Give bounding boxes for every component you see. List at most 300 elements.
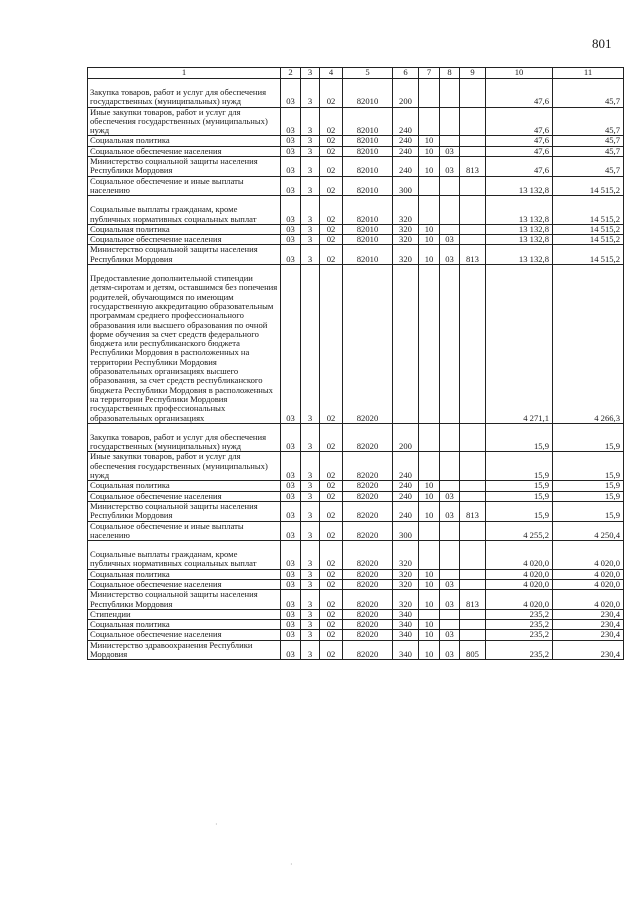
- code-col-3: 3: [301, 107, 320, 136]
- code-col-5: 82020: [343, 521, 393, 541]
- table-row: [88, 541, 624, 570]
- table-row: [88, 521, 624, 541]
- code-col-4: 02: [320, 423, 343, 452]
- row-description: Министерство социальной защиты населения Республики Мордовия: [88, 501, 281, 521]
- amount-col-10: 13 132,8: [486, 235, 553, 245]
- table-row: [88, 176, 624, 196]
- code-col-2: 03: [281, 196, 301, 225]
- code-col-3: 3: [301, 640, 320, 660]
- row-description: Социальное обеспечение населения: [88, 491, 281, 501]
- code-col-5: 82010: [343, 136, 393, 146]
- amount-col-11: 4 020,0: [553, 541, 624, 570]
- code-col-4: 02: [320, 491, 343, 501]
- amount-col-11: 45,7: [553, 136, 624, 146]
- amount-col-10: 13 132,8: [486, 196, 553, 225]
- table-row: [88, 107, 624, 136]
- table-row: [88, 146, 624, 156]
- table-row: [88, 224, 624, 234]
- code-col-5: 82010: [343, 146, 393, 156]
- amount-col-11: 14 515,2: [553, 196, 624, 225]
- code-col-8: [440, 481, 460, 491]
- code-col-8: [440, 452, 460, 481]
- code-col-2: 03: [281, 521, 301, 541]
- table-row: [88, 609, 624, 619]
- code-col-2: 03: [281, 501, 301, 521]
- amount-col-11: 15,9: [553, 481, 624, 491]
- code-col-3: 3: [301, 452, 320, 481]
- amount-col-11: 230,4: [553, 640, 624, 660]
- code-col-8: 03: [440, 157, 460, 177]
- page-number: 801: [592, 36, 612, 51]
- column-header-11: 11: [553, 68, 624, 79]
- code-col-3: 3: [301, 569, 320, 579]
- code-col-3: 3: [301, 423, 320, 452]
- table-row: [88, 79, 624, 108]
- column-header-4: 4: [320, 68, 343, 79]
- code-col-9: [460, 521, 486, 541]
- code-col-2: 03: [281, 245, 301, 265]
- code-col-6: 300: [393, 521, 419, 541]
- column-header-8: 8: [440, 68, 460, 79]
- code-col-5: 82020: [343, 501, 393, 521]
- code-col-2: 03: [281, 491, 301, 501]
- amount-col-10: 4 020,0: [486, 580, 553, 590]
- amount-col-10: 15,9: [486, 423, 553, 452]
- code-col-4: 02: [320, 265, 343, 424]
- code-col-2: 03: [281, 541, 301, 570]
- code-col-6: 240: [393, 146, 419, 156]
- row-description: Социальная политика: [88, 620, 281, 630]
- table-body: [88, 79, 624, 660]
- code-col-2: 03: [281, 146, 301, 156]
- code-col-6: 300: [393, 176, 419, 196]
- code-col-9: 813: [460, 501, 486, 521]
- table-row: [88, 569, 624, 579]
- code-col-7: 10: [419, 481, 440, 491]
- amount-col-10: 47,6: [486, 107, 553, 136]
- code-col-8: 03: [440, 590, 460, 610]
- code-col-4: 02: [320, 79, 343, 108]
- amount-col-11: 230,4: [553, 609, 624, 619]
- code-col-7: 10: [419, 157, 440, 177]
- table-row: [88, 590, 624, 610]
- row-description: Социальное обеспечение населения: [88, 630, 281, 640]
- row-description: Министерство социальной защиты населения Республики Мордовия: [88, 245, 281, 265]
- column-header-10: 10: [486, 68, 553, 79]
- amount-col-10: 13 132,8: [486, 176, 553, 196]
- code-col-3: 3: [301, 245, 320, 265]
- code-col-5: 82010: [343, 235, 393, 245]
- code-col-3: 3: [301, 176, 320, 196]
- code-col-6: 340: [393, 640, 419, 660]
- code-col-6: 240: [393, 491, 419, 501]
- row-description: Социальное обеспечение и иные выплаты населению: [88, 521, 281, 541]
- column-header-3: 3: [301, 68, 320, 79]
- code-col-7: [419, 423, 440, 452]
- row-description: Стипендии: [88, 609, 281, 619]
- code-col-4: 02: [320, 136, 343, 146]
- code-col-8: 03: [440, 630, 460, 640]
- table-header-row: [88, 68, 624, 79]
- code-col-3: 3: [301, 590, 320, 610]
- amount-col-10: 15,9: [486, 491, 553, 501]
- code-col-9: 813: [460, 157, 486, 177]
- code-col-8: 03: [440, 640, 460, 660]
- code-col-2: 03: [281, 620, 301, 630]
- code-col-7: 10: [419, 491, 440, 501]
- row-description: Закупка товаров, работ и услуг для обеспечения государственных (муниципальных) нужд: [88, 423, 281, 452]
- row-description: Министерство здравоохранения Республики Мордовия: [88, 640, 281, 660]
- code-col-9: [460, 224, 486, 234]
- code-col-8: 03: [440, 235, 460, 245]
- amount-col-11: 14 515,2: [553, 224, 624, 234]
- code-col-7: 10: [419, 146, 440, 156]
- code-col-7: [419, 452, 440, 481]
- code-col-6: 340: [393, 609, 419, 619]
- amount-col-11: 230,4: [553, 630, 624, 640]
- table-row: [88, 245, 624, 265]
- code-col-4: 02: [320, 630, 343, 640]
- code-col-6: 240: [393, 136, 419, 146]
- code-col-8: [440, 620, 460, 630]
- amount-col-10: 13 132,8: [486, 224, 553, 234]
- code-col-8: 03: [440, 491, 460, 501]
- code-col-8: [440, 423, 460, 452]
- code-col-9: [460, 620, 486, 630]
- code-col-7: 10: [419, 235, 440, 245]
- code-col-4: 02: [320, 235, 343, 245]
- code-col-9: [460, 176, 486, 196]
- code-col-3: 3: [301, 609, 320, 619]
- row-description: Предоставление дополнительной стипендии детям-сиротам и детям, оставшимся без попечения родителей, обучающимся по имеющим государственную аккредитацию образовательным программам среднего профессионального образования или высшего образования по очной форме обучения за счет средств федерального бюджета или республиканского бюджета Республики Мордовия в расположенных на территории Республики Мордовия образовательных организациях высшего образования, за счет средств республиканского бюджета Республики Мордовия в расположенных на территории Республики Мордовия государственных профессиональных образовательных организациях: [88, 265, 281, 424]
- code-col-9: [460, 609, 486, 619]
- code-col-8: [440, 79, 460, 108]
- amount-col-11: 15,9: [553, 491, 624, 501]
- code-col-2: 03: [281, 590, 301, 610]
- code-col-6: 320: [393, 541, 419, 570]
- row-description: Социальная политика: [88, 569, 281, 579]
- code-col-7: 10: [419, 569, 440, 579]
- code-col-2: 03: [281, 235, 301, 245]
- code-col-8: [440, 609, 460, 619]
- table-row: [88, 196, 624, 225]
- amount-col-10: 15,9: [486, 481, 553, 491]
- code-col-8: 03: [440, 580, 460, 590]
- code-col-8: 03: [440, 245, 460, 265]
- code-col-7: 10: [419, 630, 440, 640]
- code-col-5: 82020: [343, 569, 393, 579]
- row-description: Иные закупки товаров, работ и услуг для обеспечения государственных (муниципальных) нужд: [88, 452, 281, 481]
- code-col-5: 82020: [343, 481, 393, 491]
- code-col-4: 02: [320, 569, 343, 579]
- table-row: [88, 630, 624, 640]
- amount-col-11: 4 020,0: [553, 569, 624, 579]
- code-col-6: 240: [393, 501, 419, 521]
- amount-col-10: 47,6: [486, 79, 553, 108]
- code-col-3: 3: [301, 491, 320, 501]
- code-col-2: 03: [281, 640, 301, 660]
- table-row: [88, 265, 624, 424]
- table-row: [88, 501, 624, 521]
- code-col-6: 240: [393, 107, 419, 136]
- code-col-2: 03: [281, 107, 301, 136]
- table-row: [88, 157, 624, 177]
- code-col-2: 03: [281, 452, 301, 481]
- code-col-5: 82010: [343, 245, 393, 265]
- table-row: [88, 481, 624, 491]
- code-col-2: 03: [281, 79, 301, 108]
- code-col-5: 82010: [343, 157, 393, 177]
- code-col-3: 3: [301, 196, 320, 225]
- code-col-8: [440, 541, 460, 570]
- code-col-3: 3: [301, 265, 320, 424]
- code-col-6: 320: [393, 224, 419, 234]
- code-col-5: 82020: [343, 640, 393, 660]
- amount-col-11: 45,7: [553, 107, 624, 136]
- code-col-5: 82020: [343, 491, 393, 501]
- code-col-8: 03: [440, 146, 460, 156]
- table-row: [88, 580, 624, 590]
- column-header-5: 5: [343, 68, 393, 79]
- amount-col-10: 47,6: [486, 157, 553, 177]
- row-description: Социальная политика: [88, 224, 281, 234]
- code-col-9: [460, 79, 486, 108]
- table-row: [88, 640, 624, 660]
- code-col-2: 03: [281, 157, 301, 177]
- row-description: Социальное обеспечение населения: [88, 580, 281, 590]
- code-col-5: 82020: [343, 620, 393, 630]
- code-col-9: [460, 107, 486, 136]
- row-description: Министерство социальной защиты населения Республики Мордовия: [88, 590, 281, 610]
- code-col-5: 82020: [343, 580, 393, 590]
- code-col-5: 82010: [343, 196, 393, 225]
- code-col-4: 02: [320, 609, 343, 619]
- code-col-4: 02: [320, 620, 343, 630]
- code-col-6: 320: [393, 580, 419, 590]
- code-col-5: 82020: [343, 609, 393, 619]
- code-col-9: [460, 569, 486, 579]
- scan-artifact: ·: [215, 820, 218, 829]
- amount-col-11: 4 266,3: [553, 265, 624, 424]
- code-col-4: 02: [320, 176, 343, 196]
- code-col-3: 3: [301, 136, 320, 146]
- amount-col-10: 4 020,0: [486, 541, 553, 570]
- code-col-5: 82020: [343, 590, 393, 610]
- code-col-3: 3: [301, 521, 320, 541]
- code-col-2: 03: [281, 136, 301, 146]
- code-col-3: 3: [301, 224, 320, 234]
- code-col-6: 320: [393, 590, 419, 610]
- code-col-3: 3: [301, 481, 320, 491]
- code-col-9: [460, 196, 486, 225]
- code-col-7: 10: [419, 590, 440, 610]
- code-col-8: 03: [440, 501, 460, 521]
- code-col-6: 240: [393, 452, 419, 481]
- code-col-2: 03: [281, 609, 301, 619]
- code-col-5: 82010: [343, 79, 393, 108]
- code-col-9: 805: [460, 640, 486, 660]
- code-col-3: 3: [301, 235, 320, 245]
- row-description: Социальное обеспечение населения: [88, 146, 281, 156]
- amount-col-10: 47,6: [486, 146, 553, 156]
- code-col-9: [460, 235, 486, 245]
- table-row: [88, 452, 624, 481]
- code-col-5: 82010: [343, 107, 393, 136]
- code-col-4: 02: [320, 481, 343, 491]
- code-col-4: 02: [320, 107, 343, 136]
- code-col-3: 3: [301, 620, 320, 630]
- row-description: Социальное обеспечение населения: [88, 235, 281, 245]
- amount-col-10: 235,2: [486, 620, 553, 630]
- amount-col-10: 4 020,0: [486, 590, 553, 610]
- code-col-4: 02: [320, 580, 343, 590]
- table-row: [88, 423, 624, 452]
- table-row: [88, 620, 624, 630]
- code-col-7: 10: [419, 620, 440, 630]
- code-col-7: [419, 196, 440, 225]
- code-col-5: 82010: [343, 224, 393, 234]
- code-col-6: 240: [393, 157, 419, 177]
- code-col-2: 03: [281, 423, 301, 452]
- code-col-2: 03: [281, 569, 301, 579]
- code-col-2: 03: [281, 176, 301, 196]
- code-col-3: 3: [301, 79, 320, 108]
- code-col-8: [440, 265, 460, 424]
- amount-col-10: 15,9: [486, 501, 553, 521]
- row-description: Закупка товаров, работ и услуг для обеспечения государственных (муниципальных) нужд: [88, 79, 281, 108]
- code-col-6: 200: [393, 79, 419, 108]
- code-col-9: [460, 136, 486, 146]
- row-description: Министерство социальной защиты населения Республики Мордовия: [88, 157, 281, 177]
- amount-col-11: 230,4: [553, 620, 624, 630]
- code-col-7: [419, 176, 440, 196]
- code-col-4: 02: [320, 196, 343, 225]
- code-col-3: 3: [301, 501, 320, 521]
- code-col-6: 240: [393, 481, 419, 491]
- code-col-5: 82020: [343, 541, 393, 570]
- code-col-9: [460, 580, 486, 590]
- code-col-8: [440, 521, 460, 541]
- code-col-6: [393, 265, 419, 424]
- code-col-9: [460, 265, 486, 424]
- amount-col-10: 13 132,8: [486, 245, 553, 265]
- code-col-8: [440, 136, 460, 146]
- row-description: Социальная политика: [88, 481, 281, 491]
- code-col-7: 10: [419, 580, 440, 590]
- code-col-9: [460, 491, 486, 501]
- table-row: [88, 491, 624, 501]
- code-col-9: [460, 630, 486, 640]
- code-col-7: [419, 521, 440, 541]
- code-col-9: [460, 423, 486, 452]
- code-col-9: [460, 541, 486, 570]
- code-col-3: 3: [301, 541, 320, 570]
- code-col-6: 320: [393, 245, 419, 265]
- amount-col-10: 235,2: [486, 640, 553, 660]
- amount-col-11: 14 515,2: [553, 235, 624, 245]
- code-col-7: [419, 265, 440, 424]
- amount-col-11: 15,9: [553, 423, 624, 452]
- code-col-7: 10: [419, 501, 440, 521]
- code-col-8: [440, 224, 460, 234]
- code-col-4: 02: [320, 146, 343, 156]
- row-description: Иные закупки товаров, работ и услуг для обеспечения государственных (муниципальных) нужд: [88, 107, 281, 136]
- code-col-6: 320: [393, 235, 419, 245]
- code-col-8: [440, 569, 460, 579]
- budget-table: [87, 67, 624, 660]
- code-col-2: 03: [281, 224, 301, 234]
- column-header-1: 1: [88, 68, 281, 79]
- code-col-6: 320: [393, 196, 419, 225]
- table-row: [88, 235, 624, 245]
- code-col-2: 03: [281, 481, 301, 491]
- amount-col-11: 15,9: [553, 501, 624, 521]
- amount-col-10: 47,6: [486, 136, 553, 146]
- row-description: Социальное обеспечение и иные выплаты населению: [88, 176, 281, 196]
- code-col-9: [460, 452, 486, 481]
- amount-col-11: 4 250,4: [553, 521, 624, 541]
- column-header-6: 6: [393, 68, 419, 79]
- code-col-3: 3: [301, 157, 320, 177]
- column-header-2: 2: [281, 68, 301, 79]
- code-col-5: 82020: [343, 423, 393, 452]
- code-col-4: 02: [320, 224, 343, 234]
- code-col-5: 82020: [343, 630, 393, 640]
- code-col-3: 3: [301, 580, 320, 590]
- amount-col-10: 235,2: [486, 630, 553, 640]
- code-col-7: 10: [419, 245, 440, 265]
- code-col-6: 200: [393, 423, 419, 452]
- code-col-4: 02: [320, 640, 343, 660]
- amount-col-10: 4 271,1: [486, 265, 553, 424]
- code-col-6: 340: [393, 620, 419, 630]
- code-col-9: 813: [460, 590, 486, 610]
- code-col-5: 82020: [343, 452, 393, 481]
- code-col-9: [460, 481, 486, 491]
- code-col-9: 813: [460, 245, 486, 265]
- row-description: Социальные выплаты гражданам, кроме публичных нормативных социальных выплат: [88, 541, 281, 570]
- row-description: Социальная политика: [88, 136, 281, 146]
- code-col-2: 03: [281, 265, 301, 424]
- code-col-7: [419, 79, 440, 108]
- code-col-9: [460, 146, 486, 156]
- table-row: [88, 136, 624, 146]
- code-col-8: [440, 196, 460, 225]
- amount-col-10: 4 020,0: [486, 569, 553, 579]
- amount-col-11: 4 020,0: [553, 580, 624, 590]
- amount-col-11: 14 515,2: [553, 245, 624, 265]
- code-col-8: [440, 176, 460, 196]
- code-col-4: 02: [320, 501, 343, 521]
- code-col-4: 02: [320, 521, 343, 541]
- scan-artifact: ·: [290, 860, 293, 869]
- code-col-3: 3: [301, 630, 320, 640]
- code-col-7: 10: [419, 640, 440, 660]
- column-header-7: 7: [419, 68, 440, 79]
- code-col-4: 02: [320, 590, 343, 610]
- amount-col-10: 235,2: [486, 609, 553, 619]
- amount-col-11: 4 020,0: [553, 590, 624, 610]
- amount-col-11: 45,7: [553, 157, 624, 177]
- amount-col-11: 15,9: [553, 452, 624, 481]
- code-col-8: [440, 107, 460, 136]
- amount-col-10: 15,9: [486, 452, 553, 481]
- code-col-6: 340: [393, 630, 419, 640]
- amount-col-11: 45,7: [553, 146, 624, 156]
- amount-col-10: 4 255,2: [486, 521, 553, 541]
- code-col-3: 3: [301, 146, 320, 156]
- code-col-7: 10: [419, 224, 440, 234]
